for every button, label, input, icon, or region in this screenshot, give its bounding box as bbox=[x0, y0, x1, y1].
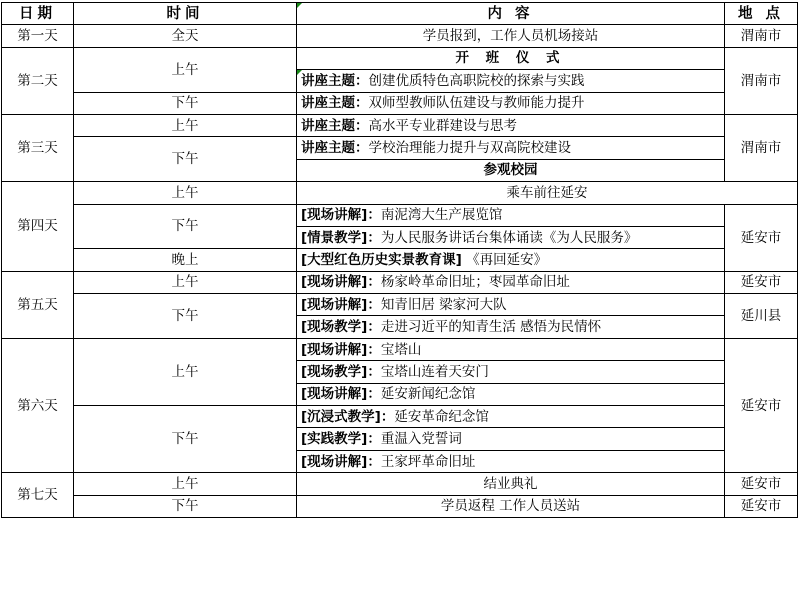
content-cell bbox=[297, 226, 725, 248]
time-cell: 下午 bbox=[74, 204, 297, 249]
table-row bbox=[2, 92, 798, 114]
content-text: 重温入党誓词 bbox=[380, 431, 462, 448]
content-cell bbox=[297, 114, 725, 136]
content-cell: 乘车前往延安 bbox=[297, 182, 798, 204]
place-cell: 渭南市 bbox=[725, 25, 798, 47]
content-cell bbox=[297, 271, 725, 293]
header-date: 日期 bbox=[2, 3, 74, 25]
table-row bbox=[2, 271, 798, 293]
time-cell: 下午 bbox=[74, 294, 297, 339]
content-text: 宝塔山 bbox=[380, 341, 422, 358]
content-cell bbox=[297, 383, 725, 405]
content-cell bbox=[297, 428, 725, 450]
content-cell bbox=[297, 249, 725, 271]
day-cell: 第五天 bbox=[2, 271, 74, 338]
day-cell: 第四天 bbox=[2, 182, 74, 272]
time-cell: 上午 bbox=[74, 182, 297, 204]
header-place: 地 点 bbox=[725, 3, 798, 25]
content-tag: [现场讲解]： bbox=[301, 207, 381, 224]
time-cell: 上午 bbox=[74, 114, 297, 136]
table-row bbox=[2, 182, 798, 204]
content-cell bbox=[297, 70, 725, 92]
place-cell: 延安市 bbox=[725, 473, 798, 495]
content-tag: 讲座主题： bbox=[301, 140, 369, 157]
day-cell: 第七天 bbox=[2, 473, 74, 518]
table-row bbox=[2, 406, 798, 428]
time-cell: 上午 bbox=[74, 47, 297, 92]
header-row bbox=[2, 3, 798, 25]
header-content: 内 容 bbox=[297, 3, 725, 25]
content-text: 延安新闻纪念馆 bbox=[380, 386, 476, 403]
content-tag: [现场讲解]： bbox=[301, 453, 381, 470]
content-cell bbox=[297, 294, 725, 316]
time-cell: 下午 bbox=[74, 406, 297, 473]
day-cell: 第一天 bbox=[2, 25, 74, 47]
content-text: 高水平专业群建设与思考 bbox=[368, 117, 517, 134]
time-cell: 上午 bbox=[74, 338, 297, 405]
place-cell: 延川县 bbox=[725, 294, 798, 339]
content-text: 双师型教师队伍建设与教师能力提升 bbox=[368, 95, 585, 112]
table-row bbox=[2, 114, 798, 136]
content-cell: 学员报到，工作人员机场接站 bbox=[297, 25, 725, 47]
table-row bbox=[2, 204, 798, 226]
day-cell: 第二天 bbox=[2, 47, 74, 114]
table-row bbox=[2, 137, 798, 159]
time-cell: 上午 bbox=[74, 271, 297, 293]
content-text: 延安革命纪念馆 bbox=[394, 408, 489, 425]
table-row bbox=[2, 495, 798, 517]
place-cell: 延安市 bbox=[725, 271, 798, 293]
content-cell: 参观校园 bbox=[297, 159, 725, 181]
table-row bbox=[2, 249, 798, 271]
place-cell: 渭南市 bbox=[725, 47, 798, 114]
table-row bbox=[2, 47, 798, 69]
content-tag: [现场讲解]： bbox=[301, 341, 381, 358]
place-cell: 渭南市 bbox=[725, 114, 798, 181]
table-row bbox=[2, 473, 798, 495]
content-tag: [实践教学]： bbox=[301, 431, 381, 448]
content-text: 南泥湾大生产展览馆 bbox=[380, 207, 503, 224]
content-tag: [现场讲解]： bbox=[301, 274, 381, 291]
content-text: 创建优质特色高职院校的探索与实践 bbox=[368, 72, 585, 89]
time-cell: 晚上 bbox=[74, 249, 297, 271]
content-cell bbox=[297, 406, 725, 428]
content-text: 走进习近平的知青生活 感悟为民情怀 bbox=[380, 319, 602, 336]
content-cell bbox=[297, 450, 725, 472]
content-tag: [现场讲解]： bbox=[301, 296, 381, 313]
place-cell: 延安市 bbox=[725, 338, 798, 472]
content-cell bbox=[297, 361, 725, 383]
content-tag: 讲座主题： bbox=[301, 95, 369, 112]
content-cell: 结业典礼 bbox=[297, 473, 725, 495]
content-tag: [大型红色历史实景教育课] bbox=[301, 251, 462, 268]
time-cell: 下午 bbox=[74, 137, 297, 182]
content-cell bbox=[297, 204, 725, 226]
place-cell: 延安市 bbox=[725, 495, 798, 517]
table-row bbox=[2, 338, 798, 360]
schedule-table bbox=[1, 2, 798, 518]
content-tag: [现场教学]： bbox=[301, 363, 381, 380]
content-text: 知青旧居 梁家河大队 bbox=[380, 296, 507, 313]
day-cell: 第六天 bbox=[2, 338, 74, 472]
time-cell: 全天 bbox=[74, 25, 297, 47]
content-tag: [现场教学]： bbox=[301, 319, 381, 336]
time-cell: 下午 bbox=[74, 495, 297, 517]
content-text: 宝塔山连着天安门 bbox=[380, 363, 489, 380]
content-text: 学校治理能力提升与双高院校建设 bbox=[368, 140, 571, 157]
content-tag: [现场讲解]： bbox=[301, 386, 381, 403]
place-cell: 延安市 bbox=[725, 204, 798, 271]
content-tag: 讲座主题： bbox=[301, 72, 369, 89]
content-tag: 讲座主题： bbox=[301, 117, 369, 134]
content-cell bbox=[297, 316, 725, 338]
table-row bbox=[2, 294, 798, 316]
content-cell: 学员返程 工作人员送站 bbox=[297, 495, 725, 517]
table-row bbox=[2, 25, 798, 47]
content-cell bbox=[297, 137, 725, 159]
content-text: 《再回延安》 bbox=[466, 251, 548, 268]
day-cell: 第三天 bbox=[2, 114, 74, 181]
content-text: 王家坪革命旧址 bbox=[380, 453, 476, 470]
content-text: 为人民服务讲话台集体诵读《为人民服务》 bbox=[380, 229, 638, 246]
content-tag: [沉浸式教学]： bbox=[301, 408, 395, 425]
content-cell bbox=[297, 92, 725, 114]
time-cell: 下午 bbox=[74, 92, 297, 114]
header-time: 时间 bbox=[74, 3, 297, 25]
content-cell: 开 班 仪 式 bbox=[297, 47, 725, 69]
content-text: 杨家岭革命旧址；枣园革命旧址 bbox=[380, 274, 570, 291]
content-tag: [情景教学]： bbox=[301, 229, 381, 246]
time-cell: 上午 bbox=[74, 473, 297, 495]
content-cell bbox=[297, 338, 725, 360]
